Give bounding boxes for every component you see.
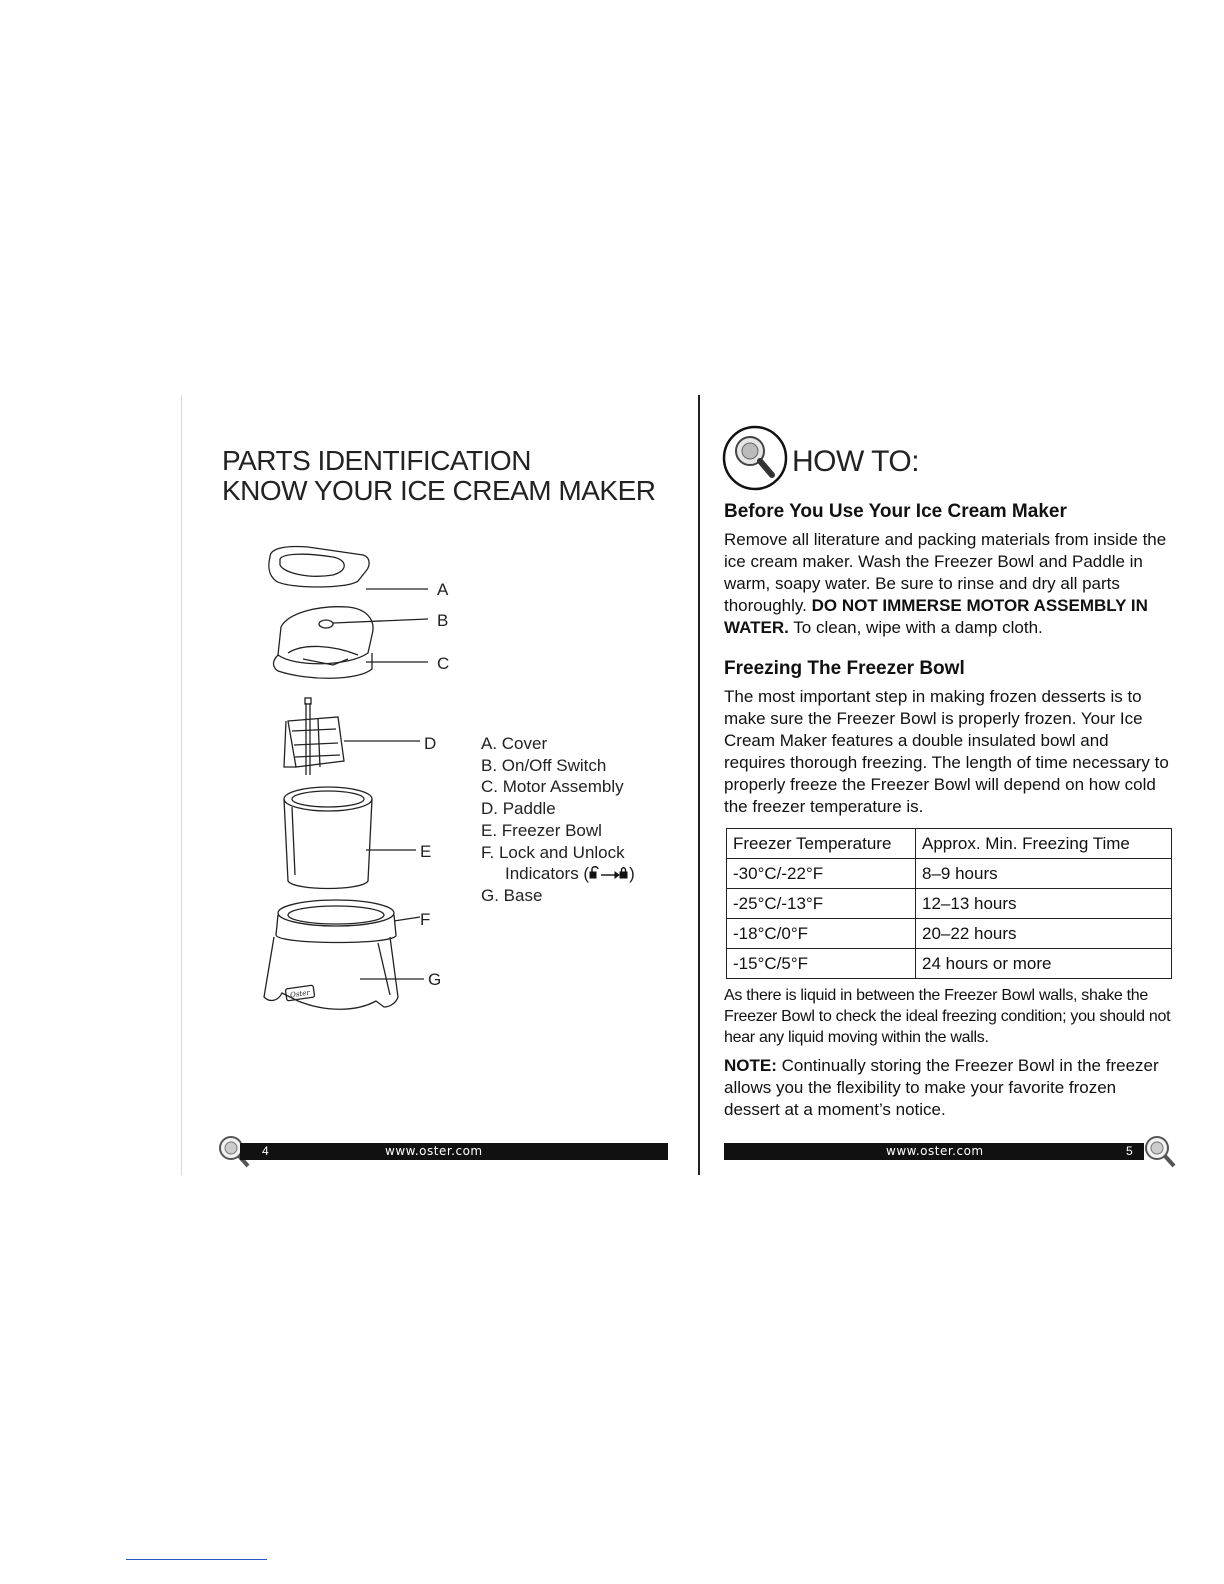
- label-b: B: [437, 611, 449, 630]
- base-drawing: [264, 900, 398, 1009]
- table-cell: 24 hours or more: [916, 949, 1172, 979]
- title-line-2: KNOW YOUR ICE CREAM MAKER: [222, 475, 656, 506]
- list-item: B. On/Off Switch: [481, 755, 607, 775]
- label-f: F: [420, 910, 431, 929]
- cover-drawing: [269, 546, 369, 587]
- indicators-suffix: ): [629, 864, 635, 884]
- indicators-text: Indicators (: [505, 864, 590, 884]
- list-item: A. Cover: [481, 734, 548, 753]
- cleaning-text: To clean, wipe with a damp cloth.: [793, 618, 1043, 637]
- table-row: [727, 889, 1172, 919]
- table-header: Approx. Min. Freezing Time: [916, 829, 1172, 859]
- list-item: F. Lock and Unlock: [481, 842, 625, 862]
- before-use-heading: Before You Use Your Ice Cream Maker: [724, 501, 1067, 522]
- list-item: G. Base: [481, 885, 543, 905]
- label-g: G: [428, 970, 442, 989]
- label-c: C: [437, 654, 450, 673]
- freezer-bowl-drawing: [284, 787, 372, 889]
- page-fold: [698, 395, 700, 1175]
- table-cell: -15°C/5°F: [727, 949, 916, 979]
- list-item-indicators: [481, 863, 635, 885]
- label-d: D: [424, 734, 437, 753]
- list-item: E. Freezer Bowl: [481, 820, 602, 840]
- table-cell: -18°C/0°F: [727, 919, 916, 949]
- before-use-text: Remove all literature and packing materials from inside the ice cream maker. Wash the Freezer Bowl and Paddle in warm, soapy water. Be sure to rinse and dry all parts thoroughly.: [724, 530, 1167, 615]
- title-line-1: PARTS IDENTIFICATION: [222, 445, 531, 476]
- table-row: [727, 859, 1172, 889]
- table-cell: -25°C/-13°F: [727, 889, 916, 919]
- list-item: C. Motor Assembly: [481, 777, 624, 797]
- page-number: 5: [1126, 1144, 1133, 1158]
- note-paragraph: [724, 1055, 1174, 1121]
- immersion-warning: DO NOT IMMERSE MOTOR ASSEMBLY IN WATER.: [724, 596, 1148, 637]
- unlock-lock-icon: [589, 866, 629, 880]
- how-to-title: HOW TO:: [792, 445, 920, 478]
- footer-url[interactable]: www.oster.com: [886, 1144, 984, 1158]
- shake-check-paragraph: As there is liquid in between the Freezer Bowl walls, shake the Freezer Bowl to check the ideal freezing condition; you should not hear any liquid moving within the walls.: [724, 987, 1171, 1046]
- label-e: E: [420, 842, 432, 861]
- motor-assembly-drawing: [274, 607, 374, 679]
- paddle-drawing: [284, 698, 344, 775]
- parts-list: [481, 733, 635, 907]
- table-header-row: [727, 829, 1172, 859]
- freezing-time-table: [726, 828, 1172, 979]
- oster-logo: Oster: [289, 988, 311, 1000]
- table-header: Freezer Temperature: [727, 829, 916, 859]
- table-cell: 8–9 hours: [916, 859, 1172, 889]
- how-to-magnifier-icon: [722, 425, 788, 491]
- table-row: [727, 949, 1172, 979]
- table-cell: 20–22 hours: [916, 919, 1172, 949]
- table-cell: 12–13 hours: [916, 889, 1172, 919]
- note-label: NOTE:: [724, 1056, 777, 1075]
- freezing-heading: Freezing The Freezer Bowl: [724, 658, 965, 679]
- table-row: [727, 919, 1172, 949]
- footer-bar-right: [724, 1143, 1144, 1160]
- note-text: Continually storing the Freezer Bowl in the freezer allows you the flexibility to make your favorite frozen dessert at a moment’s notice.: [724, 1056, 1159, 1119]
- table-cell: -30°C/-22°F: [727, 859, 916, 889]
- footer-url[interactable]: www.oster.com: [385, 1144, 483, 1158]
- label-a: A: [437, 580, 449, 599]
- parts-identification-title: [222, 446, 655, 506]
- page-edge-left: [181, 395, 182, 1175]
- footer-bar-left: [240, 1143, 668, 1160]
- magnifier-icon: [1140, 1132, 1178, 1170]
- blue-underline: [126, 1559, 267, 1560]
- before-use-paragraph: [724, 529, 1174, 639]
- list-item: D. Paddle: [481, 799, 556, 819]
- page-number: 4: [262, 1144, 269, 1158]
- ice-cream-maker-diagram: [248, 535, 478, 1035]
- freezing-paragraph: The most important step in making frozen desserts is to make sure the Freezer Bowl is properly frozen. Your Ice Cream Maker features a double insulated bowl and requires thorough freezing. The length of time necessary to properly freeze the Freezer Bowl will depend on how cold the freezer temperature is.: [724, 687, 1169, 816]
